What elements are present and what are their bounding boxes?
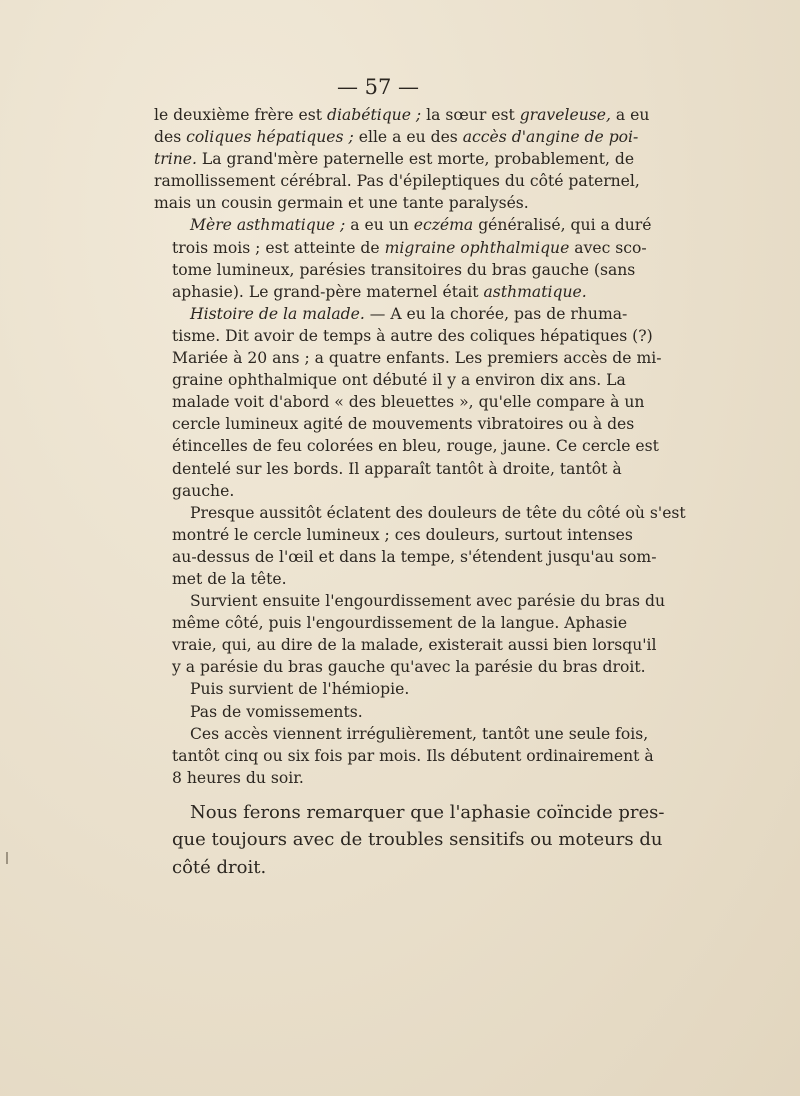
- text-run: montré le cercle lumineux ; ces douleurs, surtout intenses: [172, 525, 633, 544]
- text-run: tantôt cinq ou six fois par mois. Ils débutent ordinairement à: [172, 746, 654, 765]
- page-number: — 57 —: [336, 75, 420, 99]
- text-line: [154, 237, 647, 259]
- paragraph: [154, 303, 662, 502]
- text-line: [154, 701, 602, 723]
- italic-run: eczéma: [413, 216, 474, 235]
- text-line: [154, 170, 640, 192]
- text-run: malade voit d'abord « des bleuettes », qu'elle compare à un: [172, 393, 645, 412]
- text-run: a eu: [610, 106, 650, 124]
- text-line: [154, 745, 654, 767]
- text-run: dentelé sur les bords. Il apparaît tantôt à droite, tantôt à: [172, 459, 622, 478]
- text-line: [154, 413, 635, 435]
- paragraph: [154, 590, 665, 678]
- text-line: [154, 214, 652, 236]
- text-line: [154, 568, 602, 590]
- text-run: Puis survient de l'hémiopie.: [190, 680, 410, 699]
- text-line: [154, 192, 602, 214]
- text-run: aphasie). Le grand-père maternel était: [172, 282, 484, 301]
- text-line: [154, 799, 665, 827]
- text-run: au-dessus de l'œil et dans la tempe, s'étendent jusqu'au som-: [172, 547, 657, 566]
- text-run: cercle lumineux agité de mouvements vibratoires ou à des: [172, 415, 635, 434]
- italic-run: graveleuse,: [519, 106, 611, 124]
- text-line: [154, 634, 657, 656]
- text-line: [154, 612, 628, 634]
- text-run: y a parésie du bras gauche qu'avec la parésie du bras droit.: [172, 658, 646, 677]
- paragraph: [154, 799, 665, 882]
- paragraph: [154, 723, 654, 789]
- text-line: [154, 480, 602, 502]
- text-line: [154, 590, 665, 612]
- text-run: graine ophthalmique ont débuté il y a environ dix ans. La: [172, 371, 626, 390]
- text-run: tome lumineux, parésies transitoires du bras gauche (sans: [172, 260, 636, 279]
- text-run: Survient ensuite l'engourdissement avec parésie du bras du: [190, 592, 665, 611]
- text-line: [154, 325, 653, 347]
- text-line: [154, 458, 622, 480]
- text-run: — A eu la chorée, pas de rhuma-: [364, 304, 628, 323]
- paragraph: [154, 701, 602, 723]
- text-line: [154, 502, 686, 524]
- text-run: la sœur est: [421, 106, 520, 124]
- text-run: 8 heures du soir.: [172, 768, 304, 787]
- text-line: [154, 126, 639, 148]
- text-run: La grand'mère paternelle est morte, probablement, de: [196, 150, 635, 169]
- italic-run: coliques hépatiques ;: [186, 128, 354, 147]
- text-line: [154, 281, 602, 303]
- body-text: [154, 104, 686, 881]
- text-run: le deuxième frère est: [154, 106, 327, 124]
- italic-run: trine.: [154, 150, 197, 169]
- text-run: elle a eu des: [353, 128, 463, 147]
- text-run: côté droit.: [172, 856, 267, 878]
- italic-run: asthmatique.: [483, 282, 587, 301]
- paragraph: [154, 214, 652, 302]
- text-run: Pas de vomissements.: [190, 702, 363, 721]
- text-run: gauche.: [172, 481, 235, 500]
- text-run: des: [154, 128, 187, 147]
- italic-run: migraine ophthalmique: [384, 238, 570, 257]
- paragraph: [154, 678, 602, 700]
- text-run: mais un cousin germain et une tante paralysés.: [154, 194, 529, 213]
- margin-mark: [6, 852, 8, 864]
- text-line: [154, 347, 662, 369]
- text-run: généralisé, qui a duré: [473, 216, 652, 235]
- text-line: [154, 546, 657, 568]
- paragraph: [154, 104, 650, 214]
- text-run: trois mois ; est atteinte de: [172, 238, 385, 257]
- text-line: [154, 767, 602, 789]
- text-run: met de la tête.: [172, 569, 287, 588]
- text-run: Nous ferons remarquer que l'aphasie coïncide pres-: [190, 801, 665, 823]
- text-line: [154, 391, 645, 413]
- text-run: tisme. Dit avoir de temps à autre des coliques hépatiques (?): [172, 326, 653, 345]
- text-line: [154, 524, 633, 546]
- text-run: que toujours avec de troubles sensitifs ou moteurs du: [172, 829, 663, 851]
- text-run: a eu un: [345, 216, 414, 235]
- text-line: [154, 678, 602, 700]
- text-run: même côté, puis l'engourdissement de la langue. Aphasie: [172, 614, 628, 633]
- italic-run: diabétique ;: [326, 106, 422, 124]
- page: [154, 74, 686, 881]
- italic-run: Mère asthmatique ;: [190, 216, 346, 235]
- text-run: Mariée à 20 ans ; a quatre enfants. Les premiers accès de mi-: [172, 349, 662, 368]
- text-line: [154, 259, 636, 281]
- text-line: [154, 104, 650, 126]
- text-run: étincelles de feu colorées en bleu, rouge, jaune. Ce cercle est: [172, 437, 659, 456]
- italic-run: Histoire de la malade.: [190, 304, 365, 323]
- text-line: [154, 369, 626, 391]
- text-run: vraie, qui, au dire de la malade, existerait aussi bien lorsqu'il: [172, 636, 657, 655]
- text-run: avec sco-: [569, 238, 647, 257]
- text-line: [154, 826, 663, 854]
- text-line: [154, 656, 646, 678]
- paragraph: [154, 502, 686, 590]
- text-run: Ces accès viennent irrégulièrement, tantôt une seule fois,: [190, 724, 649, 743]
- text-line: [154, 854, 602, 882]
- text-line: [154, 435, 659, 457]
- text-line: [154, 723, 649, 745]
- italic-run: accès d'angine de poi-: [462, 128, 639, 147]
- text-run: Presque aussitôt éclatent des douleurs de tête du côté où s'est: [190, 503, 686, 522]
- text-line: [154, 303, 628, 325]
- text-line: [154, 148, 635, 170]
- text-run: ramollissement cérébral. Pas d'épileptiques du côté paternel,: [154, 172, 640, 191]
